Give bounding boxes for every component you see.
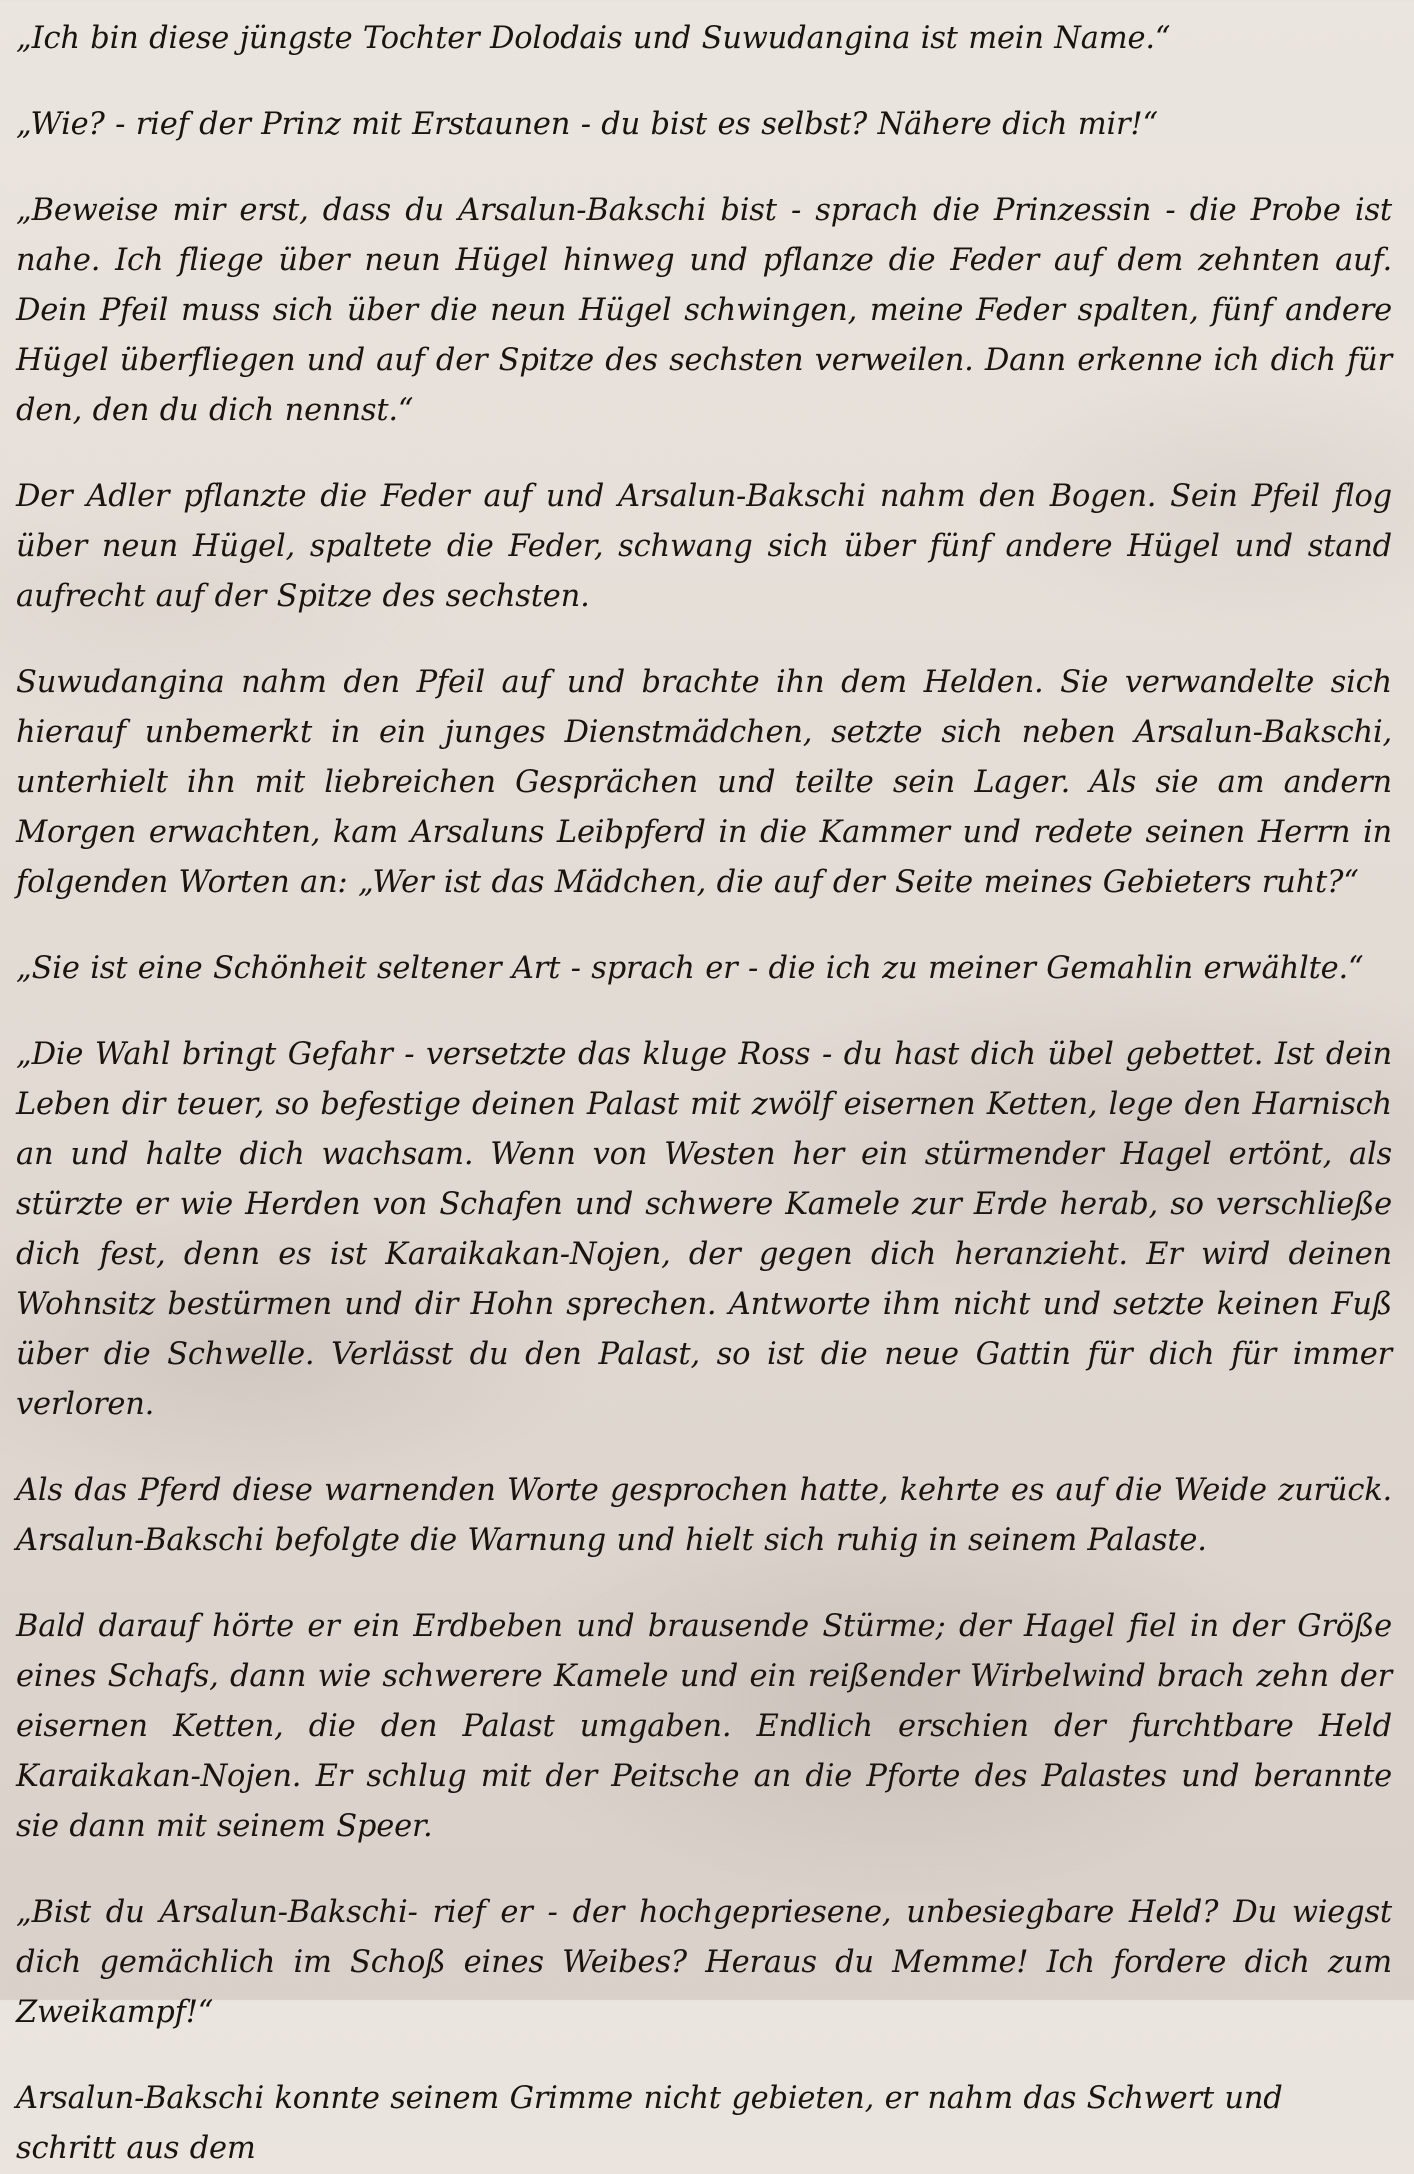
paragraph-4: Der Adler pflanzte die Feder auf und Arsalun-Bakschi nahm den Bogen. Sein Pfeil flog über neun Hügel, spaltete die Feder, schwang sich über fünf andere Hügel und stand aufrecht auf der Spitze des sechsten. <box>16 479 1392 614</box>
paragraph-2: „Wie? - rief der Prinz mit Erstaunen - du bist es selbst? Nähere dich mir!“ <box>16 107 1158 142</box>
paragraph-5: Suwudangina nahm den Pfeil auf und brachte ihn dem Helden. Sie verwandelte sich hierauf unbemerkt in ein junges Dienstmädchen, setzte sich neben Arsalun-Bakschi, unterhielt ihn mit liebreichen Gesprächen und teilte sein Lager. Als sie am andern Morgen erwachten, kam Arsaluns Leibpferd in die Kammer und redete seinen Herrn in folgenden Worten an: „Wer ist das Mädchen, die auf der Seite meines Gebieters ruht?“ <box>16 665 1392 900</box>
paragraph-11: Arsalun-Bakschi konnte seinem Grimme nicht gebieten, er nahm das Schwert und schritt aus dem <box>16 2081 1283 2166</box>
paragraph-7: „Die Wahl bringt Gefahr - versetzte das kluge Ross - du hast dich übel gebettet. Ist dein Leben dir teuer, so befestige deinen Palast mit zwölf eisernen Ketten, lege den Harnisch an und halte dich wachsam. Wenn von Westen her ein stürmender Hagel ertönt, als stürzte er wie Herden von Schafen und schwere Kamele zur Erde herab, so verschließe dich fest, denn es ist Karaikakan-Nojen, der gegen dich heranzieht. Er wird deinen Wohnsitz bestürmen und dir Hohn sprechen. Antworte ihm nicht und setzte keinen Fuß über die Schwelle. Verlässt du den Palast, so ist die neue Gattin für dich für immer verloren. <box>16 1037 1392 1422</box>
story-text-page <box>16 14 1392 2174</box>
paragraph-8: Als das Pferd diese warnenden Worte gesprochen hatte, kehrte es auf die Weide zurück. Arsalun-Bakschi befolgte die Warnung und hielt sich ruhig in seinem Palaste. <box>16 1473 1392 1558</box>
paragraph-1: „Ich bin diese jüngste Tochter Dolodais und Suwudangina ist mein Name.“ <box>16 21 1171 56</box>
paragraph-3: „Beweise mir erst, dass du Arsalun-Bakschi bist - sprach die Prinzessin - die Probe ist nahe. Ich fliege über neun Hügel hinweg und pflanze die Feder auf dem zehnten auf. Dein Pfeil muss sich über die neun Hügel schwingen, meine Feder spalten, fünf andere Hügel überfliegen und auf der Spitze des sechsten verweilen. Dann erkenne ich dich für den, den du dich nennst.“ <box>16 193 1392 428</box>
paragraph-9: Bald darauf hörte er ein Erdbeben und brausende Stürme; der Hagel fiel in der Größe eines Schafs, dann wie schwerere Kamele und ein reißender Wirbelwind brach zehn der eisernen Ketten, die den Palast umgaben. Endlich erschien der furchtbare Held Karaikakan-Nojen. Er schlug mit der Peitsche an die Pforte des Palastes und berannte sie dann mit seinem Speer. <box>16 1609 1392 1844</box>
paragraph-6: „Sie ist eine Schönheit seltener Art - sprach er - die ich zu meiner Gemahlin erwählte.“ <box>16 951 1364 986</box>
paragraph-10: „Bist du Arsalun-Bakschi- rief er - der hochgepriesene, unbesiegbare Held? Du wiegst dich gemächlich im Schoß eines Weibes? Heraus du Memme! Ich fordere dich zum Zweikampf!“ <box>16 1895 1392 2030</box>
